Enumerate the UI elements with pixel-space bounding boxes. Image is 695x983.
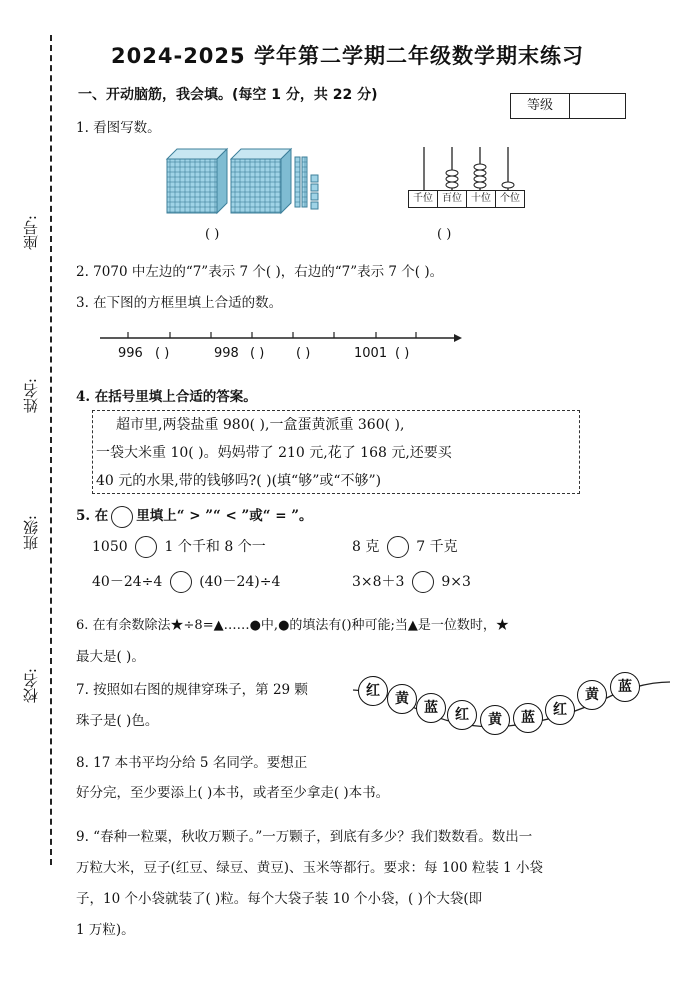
abacus-label-thousands: 千位 <box>408 190 438 208</box>
question-9-line-4: 1 万粒)。 <box>76 922 135 938</box>
numberline-blank[interactable]: ( ) <box>155 346 170 361</box>
bead: 蓝 <box>610 672 640 702</box>
q4-line-2: 一袋大米重 10( )。妈妈带了 210 元,花了 168 元,还要买 <box>96 445 452 461</box>
q1-answer-right[interactable]: ( ) <box>437 227 452 242</box>
bead: 红 <box>545 695 575 725</box>
bead: 蓝 <box>416 693 446 723</box>
question-9-line-1: 9. “春种一粒粟，秋收万颗子。”一万颗子，到底有多少？我们数数看。数出一 <box>76 829 533 845</box>
circle-icon <box>111 506 133 528</box>
numberline-blank[interactable]: ( ) <box>395 346 410 361</box>
question-3: 3. 在下图的方框里填上合适的数。 <box>76 295 283 311</box>
thousand-cube-2 <box>231 149 291 213</box>
page-title: 2024-2025 学年第二学期二年级数学期末练习 <box>111 44 584 68</box>
q5-item-left: 1050 <box>92 539 128 555</box>
ten-rods <box>295 157 307 207</box>
q5-item-right: 1 个千和 8 个一 <box>164 539 266 555</box>
q5-item-1 <box>92 536 266 558</box>
question-5 <box>76 504 313 528</box>
number-line <box>98 326 463 346</box>
q5-item-right: 9×3 <box>441 574 471 590</box>
question-9-line-2: 万粒大米，豆子(红豆、绿豆、黄豆)、玉米等都行。要求：每 100 粒装 1 小袋 <box>76 860 544 876</box>
abacus-label-ones: 个位 <box>495 190 525 208</box>
bead: 黄 <box>387 684 417 714</box>
question-8-line-2: 好分完，至少要添上( )本书，或者至少拿走( )本书。 <box>76 785 390 801</box>
q5-item-right: 7 千克 <box>416 539 458 555</box>
question-4: 4. 在括号里填上合适的答案。 <box>76 389 257 405</box>
thousand-cube-1 <box>167 149 227 213</box>
numberline-blank[interactable]: ( ) <box>250 346 265 361</box>
q5-item-right: (40－24)÷4 <box>199 574 281 590</box>
question-6-line-2: 最大是( )。 <box>76 649 145 665</box>
numberline-label: 996 <box>118 346 143 361</box>
abacus-image <box>405 145 530 191</box>
q5-item-left: 3×8＋3 <box>352 574 405 590</box>
question-2: 2. 7070 中左边的“7”表示 7 个( )，右边的“7”表示 7 个( )。 <box>76 264 444 280</box>
base-ten-blocks-image <box>165 147 325 215</box>
q5-item-left: 40－24÷4 <box>92 574 163 590</box>
numberline-label: 998 <box>214 346 239 361</box>
bead: 黄 <box>480 705 510 735</box>
name-label: 姓名: <box>22 378 40 414</box>
bead: 红 <box>447 700 477 730</box>
q5-item-4 <box>352 571 471 593</box>
numberline-blank[interactable]: ( ) <box>296 346 311 361</box>
q4-line-1: 超市里,两袋盐重 980( ),一盒蛋黄派重 360( ), <box>116 417 405 433</box>
compare-circle[interactable] <box>387 536 409 558</box>
school-label: 校名: <box>22 668 40 704</box>
q1-answer-left[interactable]: ( ) <box>205 227 220 242</box>
grade-value[interactable] <box>570 94 625 118</box>
q5-item-2 <box>352 536 458 558</box>
question-6-line-1: 6. 在有余数除法★÷8=▲……●中,●的填法有()种可能;当▲是一位数时，★ <box>76 618 509 633</box>
q4-line-3: 40 元的水果,带的钱够吗?( )(填“够”或“不够”) <box>96 473 382 489</box>
compare-circle[interactable] <box>135 536 157 558</box>
q5-item-left: 8 克 <box>352 539 380 555</box>
question-8-line-1: 8. 17 本书平均分给 5 名同学。要想正 <box>76 755 308 771</box>
bead: 黄 <box>577 680 607 710</box>
bead: 蓝 <box>513 703 543 733</box>
numberline-label: 1001 <box>354 346 388 361</box>
section-heading: 一、开动脑筋，我会填。(每空 1 分，共 22 分) <box>78 87 378 103</box>
q5-suffix: 里填上“ > ”“ < ”或“ = ”。 <box>136 508 313 524</box>
question-7-line-1: 7. 按照如右图的规律穿珠子，第 29 颗 <box>76 682 308 698</box>
question-7-line-2: 珠子是( )色。 <box>76 713 159 729</box>
q5-item-3 <box>92 571 280 593</box>
unit-cubes <box>311 175 318 209</box>
question-1: 1. 看图写数。 <box>76 120 161 136</box>
grade-label: 等级 <box>511 94 570 118</box>
compare-circle[interactable] <box>170 571 192 593</box>
q5-prefix: 5. 在 <box>76 508 109 524</box>
class-label: 班级: <box>22 515 40 551</box>
abacus-label-tens: 十位 <box>466 190 496 208</box>
question-9-line-3: 子，10 个小袋就装了( )粒。每个大袋子装 10 个小袋，( )个大袋(即 <box>76 891 483 907</box>
abacus-label-hundreds: 百位 <box>437 190 467 208</box>
compare-circle[interactable] <box>412 571 434 593</box>
binding-line <box>50 35 52 865</box>
bead: 红 <box>358 676 388 706</box>
grade-box <box>510 93 626 119</box>
seat-number-label: 座号: <box>22 215 40 251</box>
